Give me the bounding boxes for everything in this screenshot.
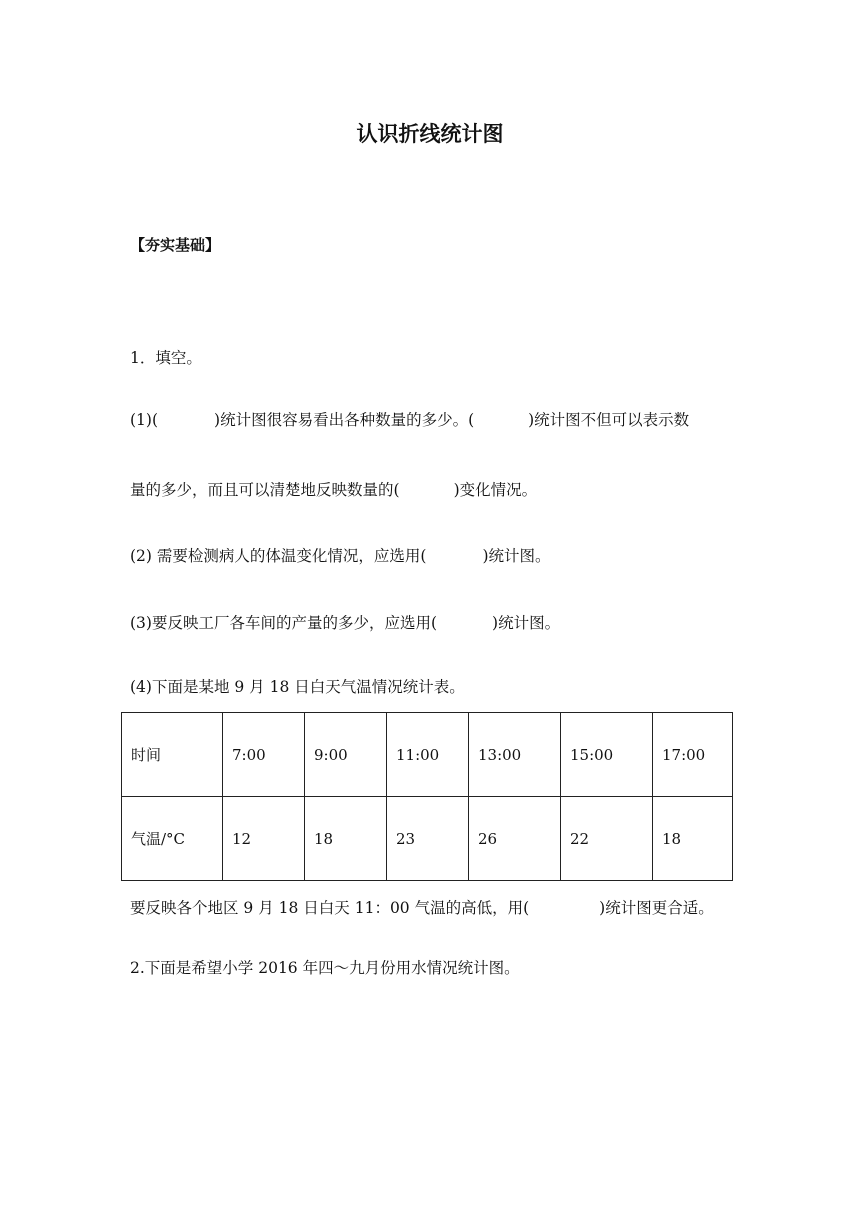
question-1-part-2 bbox=[130, 546, 551, 566]
text-segment: 量的多少，而且可以清楚地反映数量的( bbox=[130, 481, 400, 499]
table-cell: 11:00 bbox=[387, 713, 469, 797]
table-cell: 17:00 bbox=[653, 713, 733, 797]
table-cell: 9:00 bbox=[305, 713, 387, 797]
question-2-heading: 2.下面是希望小学 2016 年四～九月份用水情况统计图。 bbox=[130, 959, 520, 977]
table-cell: 23 bbox=[387, 797, 469, 881]
text-segment: )统计图更合适。 bbox=[599, 899, 714, 917]
table-cell: 26 bbox=[469, 797, 561, 881]
table-cell: 12 bbox=[223, 797, 305, 881]
text-segment: )统计图很容易看出各种数量的多少。( bbox=[214, 411, 475, 429]
question-1-part-1-line-2 bbox=[130, 480, 537, 500]
question-1-part-1-line-1 bbox=[130, 410, 689, 430]
text-segment: (1)( bbox=[130, 411, 159, 429]
table-cell: 18 bbox=[305, 797, 387, 881]
section-heading: 【夯实基础】 bbox=[130, 236, 221, 254]
table-cell: 15:00 bbox=[561, 713, 653, 797]
table-row bbox=[122, 713, 733, 797]
table-cell: 13:00 bbox=[469, 713, 561, 797]
temperature-table bbox=[121, 712, 733, 881]
question-1-part-3 bbox=[130, 613, 560, 633]
question-1-after-table bbox=[130, 898, 714, 918]
text-segment: )统计图不但可以表示数 bbox=[528, 411, 690, 429]
table-row bbox=[122, 797, 733, 881]
page-title: 认识折线统计图 bbox=[356, 122, 504, 146]
text-segment: )变化情况。 bbox=[453, 481, 538, 499]
text-segment: )统计图。 bbox=[482, 547, 551, 565]
table-cell: 18 bbox=[653, 797, 733, 881]
text-segment: )统计图。 bbox=[492, 614, 561, 632]
text-segment: (3)要反映工厂各车间的产量的多少，应选用( bbox=[130, 614, 438, 632]
question-1-part-4: (4)下面是某地 9 月 18 日白天气温情况统计表。 bbox=[130, 678, 465, 696]
table-header-cell: 气温/°C bbox=[122, 797, 223, 881]
text-segment: 要反映各个地区 9 月 18 日白天 11：00 气温的高低，用( bbox=[130, 899, 530, 917]
table-cell: 22 bbox=[561, 797, 653, 881]
table-cell: 7:00 bbox=[223, 713, 305, 797]
table-header-cell: 时间 bbox=[122, 713, 223, 797]
text-segment: (2) 需要检测病人的体温变化情况，应选用( bbox=[130, 547, 427, 565]
question-1-heading: 1．填空。 bbox=[130, 349, 202, 367]
